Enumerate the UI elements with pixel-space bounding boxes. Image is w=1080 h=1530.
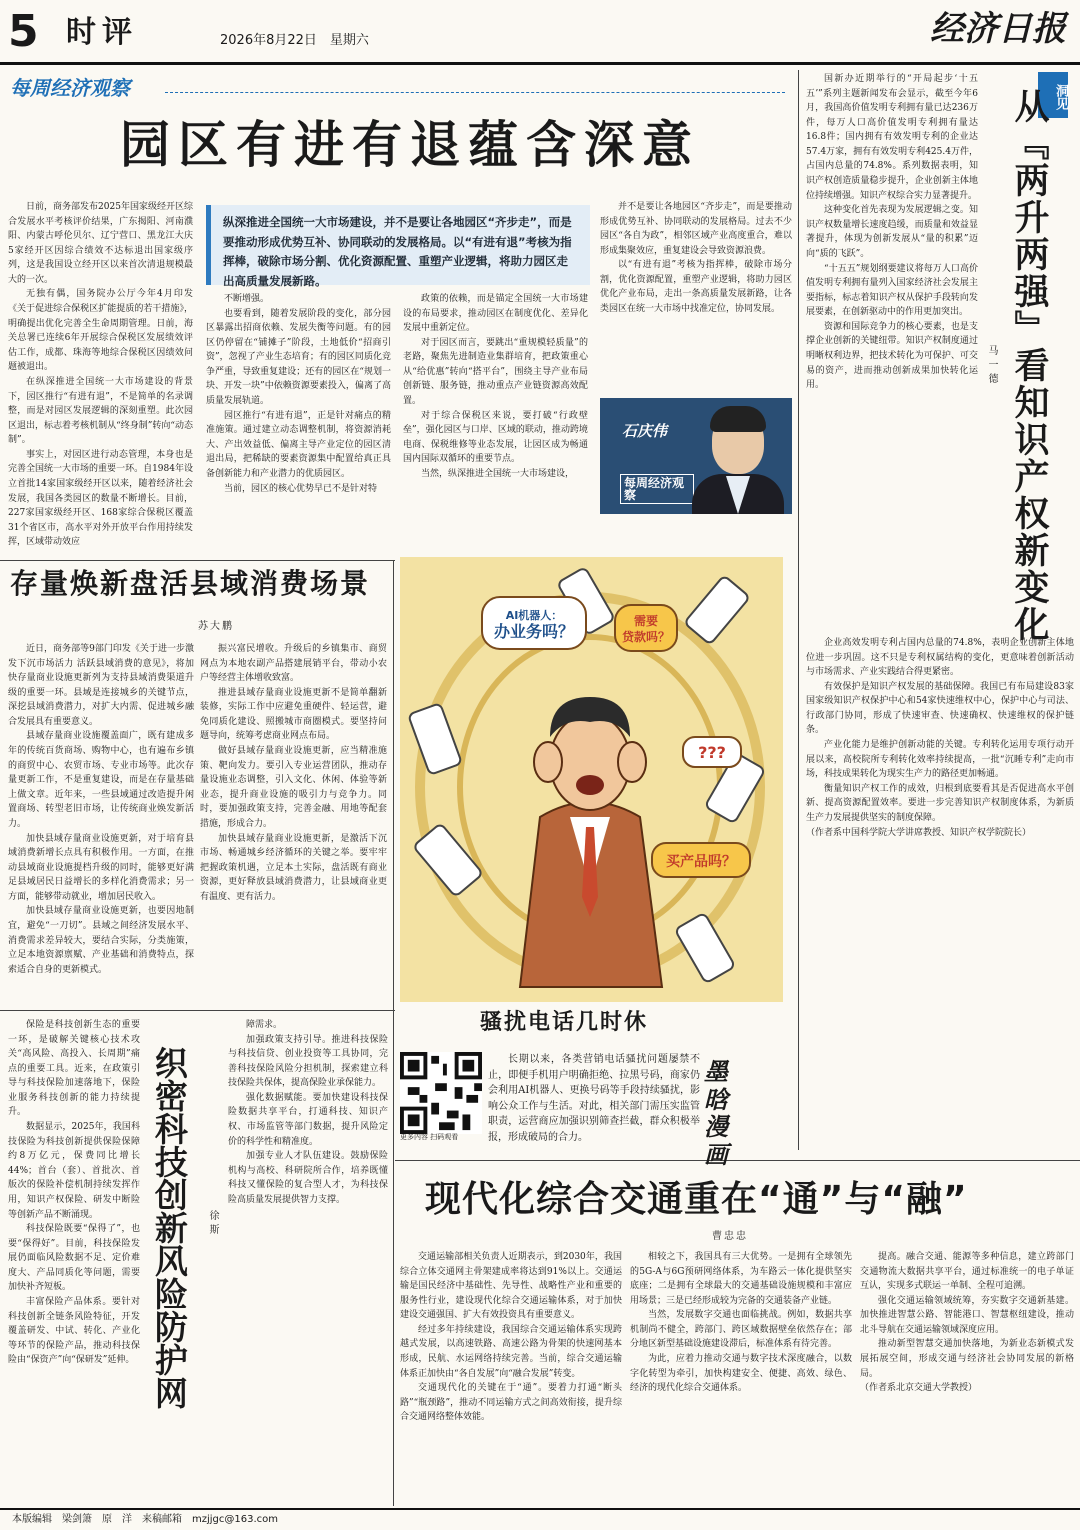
columnist-photo [600,398,792,514]
photo-caption: 每周经济观察 [620,474,694,504]
paragraph: 做好县域存量商业设施更新，应当精准施策、靶向发力。要引入专业运营团队，推动存量设施业态调整，引入文化、休闲、体验等新业态，提升商业设施的吸引力与竞争力。同时，要加强政策支持，完善金融、用地等配套措施，形成合力。 [200,746,387,829]
portrait-hair [710,406,766,432]
risk-author: 徐斯 [207,1210,218,1238]
consume-article-col1 [8,642,194,1002]
man-hand [534,742,562,782]
paragraph: 有效保护是知识产权发展的基础保障。我国已有布局建设83家国家级知识产权保护中心和54家快速维权中心，保护中心与司法、行政部门协同，形成了快速审查、快速确权、快速维权的保护链条。 [806,681,1074,736]
ipr-author: 马一德 [986,345,997,387]
paragraph: 事实上，对园区进行动态管理，本身也是完善全国统一大市场的重要一环。自1984年设立首批14家国家级经开区以来，随着经济社会发展，我国各类园区的数量不断增长。目前，227家国家级经开区、168家综合保税区覆盖31个省区市，高水平对外开放平台作用持续发挥，区域带动效应 [8,449,193,548]
paragraph: 加强政策支持引导。推进科技保险与科技信贷、创业投资等工具协同，完善科技保险风险分担机制，探索建立科技保险共保体，提高保险业承保能力。 [228,1034,388,1089]
paragraph: 不断增强。 [224,294,270,304]
author-note: （作者系中国科学院大学讲席教授、知识产权学院院长） [806,827,1032,838]
bubble-text-ai: AI机器人：办业务吗？ [493,609,575,641]
traffic-article-col3 [860,1250,1074,1504]
paragraph: 数据显示，2025年，我国科技保险为科技创新提供保险保障约8万亿元，保费同比增长44%；首台（套）、首批次、首版次的保险补偿机制持续发挥作用，知识产权保险、研发中断险等创新产品不断涌现。 [8,1122,140,1220]
main-article-col4 [600,200,792,392]
paragraph: 当然，纵深推进全国统一大市场建设， [421,468,575,479]
paragraph: 振兴富民增收。升级后的乡镇集市、商贸网点为本地农副产品搭建展销平台，带动小农户等经营主体增收致富。 [200,644,387,684]
page-number: 5 [8,6,39,57]
ipr-article-col-upper [806,72,978,632]
paragraph: 衡量知识产权工作的成效，归根到底要看其是否促进高水平创新、提高资源配置效率。要进一步完善知识产权制度体系，为新质生产力发展提供坚实的制度保障。 [806,783,1074,823]
paragraph: 相较之下，我国具有三大优势。一是拥有全球领先的5G-A与6G预研网络体系，为车路云一体化提供坚实底座；二是拥有全球最大的交通基础设施规模和丰富应用场景；三是已经形成较为完备的交通装备产业链。 [630,1252,852,1306]
paragraph: 资源和国际竞争力的核心要素，也是支撑企业创新的关键纽带。知识产权制度通过明晰权利边界，把技术转化为可保护、可交易的资产，进而推动创新成果加快转化运用。 [806,321,978,391]
cartoon-title: 骚扰电话几时休 [480,1010,649,1035]
cartoonist-signature [704,1058,784,1168]
speech-bubble [615,605,677,651]
consume-headline: 存量焕新盘活县域消费场景 [10,567,371,600]
paragraph: 推进县域存量商业设施更新不是简单翻新装修，实际工作中应避免重硬件、轻运营，避免同质化建设、照搬城市商圈模式。要坚持问题导向，统筹考虑商业网点布局。 [200,687,387,742]
paragraph: 推动新型智慧交通加快落地，为新业态新模式发展拓展空间，形成交通与经济社会协同发展的新格局。 [860,1339,1074,1379]
consume-article-col2 [200,642,387,1002]
bubble-text-loan: 需要贷款吗？ [621,614,671,644]
cartoon-svg [400,557,783,1002]
paragraph: 政策的依赖，而是锚定全国统一大市场建设的布局要求，推动园区在制度优化、差异化发展中重新定位。 [403,294,588,334]
signature-char: 晗 [704,1084,728,1114]
man-hand [618,742,646,782]
signature-char: 墨 [704,1057,728,1086]
paragraph: 强化数据赋能。要加快建设科技保险数据共享平台，打通科技、知识产权、市场监管等部门数据，提升风险定价的科学性和精准度。 [228,1092,388,1147]
page-footer: 本版编辑 梁剑箫 原 洋 来稿邮箱 mzjjgc@163.com [0,1508,1080,1530]
traffic-article-col2 [630,1250,852,1504]
column-divider [798,70,799,1150]
paragraph: 无独有偶，国务院办公厅今年4月印发《关于促进综合保税区扩能提质的若干措施》，明确提出优化完善全生命周期管理。日前，海关总署已连续6年开展综合保税区发展绩效评估工作，成都、珠海等地综合保税区因绩效问题被退出。 [8,289,193,373]
paragraph: 这种变化首先表现为发展逻辑之变。知识产权数量增长速度趋缓，而质量和效益显著提升，体现为创新发展从“量的积累”迈向“质的飞跃”。 [806,205,978,259]
ipr-headline: 从『两升两强』看知识产权新变化 [1009,88,1049,643]
newspaper-logo: 经济日报 [930,9,1066,49]
paragraph: 为此，应着力推动交通与数字技术深度融合，以数字化转型为牵引，加快构建安全、便捷、高效、绿色、经济的现代化综合交通体系。 [630,1354,852,1394]
main-article-col3 [403,292,588,555]
risk-article-col2 [228,1018,388,1500]
paragraph: 以“有进有退”考核为指挥棒，破除市场分割，优化资源配置，重塑产业逻辑，将助力园区优化产业布局，走出一条高质量发展新路，让各类园区在统一大市场中找准定位，协同发展。 [600,260,792,315]
photo-signature: 石庆伟 [622,422,668,440]
paragraph: 产业化能力是维护创新动能的关键。专利转化运用专项行动开展以来，高校院所专利转化效率持续提高，一批“沉睡专利”走向市场，科技成果转化为现实生产力的路径更加畅通。 [806,740,1074,780]
paragraph: 近日，商务部等9部门印发《关于进一步激发下沉市场活力 活跃县域消费的意见》，将加快存量商业设施更新列为支持县域消费渠道升级的重要一环。县域是连接城乡的关键节点，深挖县域消费潜力，对扩大内需、促进城乡融合发展具有重要意义。 [8,644,194,727]
cartoon-illustration [400,557,783,1002]
main-article-col1 [8,200,193,555]
traffic-author: 曹忠忠 [712,1231,748,1242]
paragraph: 丰富保险产品体系。要针对科技创新全链条风险特征，开发覆盖研发、中试、转化、产业化等环节的保险产品，推动科技保险由“保资产”向“保研发”延伸。 [8,1296,140,1366]
paragraph: 当然，发展数字交通也面临挑战。例如，数据共享机制尚不健全，跨部门、跨区域数据壁垒依然存在；部分地区新型基础设施建设滞后，标准体系有待完善。 [630,1310,852,1350]
paragraph: 科技保险既要“保得了”，也要“保得好”。目前，科技保险发展仍面临风险数据不足、定价难度大、产品同质化等问题，需要加快补齐短板。 [8,1224,140,1293]
main-headline: 园区有进有退蕴含深意 [120,116,700,174]
masthead-rule [0,62,1080,65]
paragraph: 并不是要让各地园区“齐步走”，而是要推动形成优势互补、协同联动的发展格局。过去不少园区“各自为政”，相邻区域产业高度重合，难以形成集聚效应，重复建设会导致资源浪费。 [600,202,792,256]
insight-tag: 洞见 [1038,72,1068,118]
column-divider [393,560,394,1010]
paragraph: 经过多年持续建设，我国综合交通运输体系实现跨越式发展，以高速铁路、高速公路为骨架的快速网基本形成，民航、水运网络持续完善。当前，综合交通运输体系正加快由“各自发展”向“融合发展”转变。 [400,1324,622,1379]
paragraph: 交通现代化的关键在于“通”。要着力打通“断头路”“瓶颈路”，推动不同运输方式之间高效衔接，提升综合交通网络整体效能。 [400,1383,622,1423]
paragraph: 加快县域存量商业设施更新，也要因地制宜，避免“一刀切”。县域之间经济发展水平、消费需求差异较大，要结合实际，分类施策，立足本地资源禀赋、产业基础和消费特点，探索适合自身的更新模式。 [8,906,194,975]
paragraph: 对于综合保税区来说，要打破“行政壁垒”，强化园区与口岸、区域的联动，推动跨境电商、保税维修等业态发展，让园区成为畅通国内国际双循环的重要节点。 [403,410,588,465]
consume-author: 苏大鹏 [198,621,234,632]
bubble-text-question: ??? [698,743,726,762]
pull-quote: 纵深推进全国统一大市场建设，并不是要让各地园区“齐步走”，而是要推动形成优势互补、协同联动的发展格局。以“有进有退”考核为指挥棒，破除市场分割、优化资源配置、重塑产业逻辑，将助力园区走出高质量发展新路。 [206,205,590,285]
paragraph: 县域存量商业设施覆盖面广，既有建成多年的传统百货商场、购物中心，也有遍布乡镇的商贸中心、农贸市场、专业市场等。此次存量更新工作，不是重复建设，而是在存量基础上做文章。近年来，一些县域通过改造提升闲置商场、转型老旧市场，让传统商业焕发新活力。 [8,731,194,829]
paragraph: 交通运输部相关负责人近期表示，到2030年，我国综合立体交通网主骨架建成率将达到91%以上。交通运输是国民经济中基础性、先导性、战略性产业和重要的服务性行业，建设现代化综合交通运输体系，对于加快建设交通强国、扩大有效投资具有重要意义。 [400,1252,622,1321]
section-divider [0,1010,395,1011]
qr-caption: 更多内容 扫码观看 [400,1133,459,1141]
paragraph: 也要看到，随着发展阶段的变化，部分园区暴露出招商依赖、发展失衡等问题。有的园区仍停留在“铺摊子”阶段，土地低价“招商引资”，忽视了产业生态培育；有的园区同质化竞争严重，导致重复建设；还有的园区在“规划一块、开发一块”中依赖资源要素投入，偏离了高质量发展轨道。 [206,308,391,407]
paragraph: 障需求。 [246,1020,283,1030]
paragraph: 加快县域存量商业设施更新，对于培育县域消费新增长点具有积极作用。一方面，在推动县域商业设施提档升级的同时，能够更好满足县域居民日益增长的多样化消费需求；另一方面，能够带动就业，增加居民收入。 [8,833,194,902]
traffic-article-col1 [400,1250,622,1504]
risk-headline: 织密科技创新风险防护网 [149,1046,189,1409]
paragraph: 加强专业人才队伍建设。鼓励保险机构与高校、科研院所合作，培养既懂科技又懂保险的复合型人才，为科技保险高质量发展提供智力支撑。 [228,1151,388,1205]
issue-date: 2026年8月22日 星期六 [220,33,369,48]
author-note: （作者系北京交通大学教授） [860,1383,978,1394]
column-eyebrow: 每周经济观察 [10,76,130,100]
photo-banner [608,406,694,506]
signature-char: 画 [704,1139,728,1169]
paragraph: 企业高效发明专利占国内总量的74.8%，表明企业创新主体地位进一步巩固。这不只是专利权属结构的变化，更意味着创新活动与市场需求、产业实践结合得更紧密。 [806,638,1074,678]
paragraph: 对于园区而言，要跳出“重规模轻质量”的老路，聚焦先进制造业集群培育，把政策重心从“给优惠”转向“搭平台”，围绕主导产业布局创新链、服务链，推动重点产业链资源高效配置。 [403,337,588,407]
phone-icon [408,703,462,775]
section-name: 时评 [66,15,138,50]
paragraph: 提高。融合交通、能源等多种信息，建立跨部门交通物流大数据共享平台，通过标准统一的电子单证互认，实现多式联运一单制、全程可追溯。 [860,1252,1074,1292]
risk-article-col1 [8,1018,140,1500]
cartoon-caption-block [488,1052,700,1152]
paragraph: 当前，园区的核心优势早已不是针对特 [224,483,378,494]
paragraph: 在纵深推进全国统一大市场建设的背景下，园区推行“有进有退”，不是简单的名录调整，而是对园区发展逻辑的深刻重塑。此次园区退出，标志着考核机制从“终身制”转向“动态制”。 [8,376,193,446]
traffic-headline: 现代化综合交通重在“通”与“融” [425,1179,968,1220]
section-divider [0,560,395,561]
column-divider [393,1010,394,1506]
paragraph: 国新办近期举行的“开局起步‘十五五’”系列主题新闻发布会显示，截至今年6月，我国高价值发明专利拥有量已达236万件，每万人口高价值发明专利拥有量达16.8件；国内拥有有效发明专利的企业达57.4万家，拥有有效发明专利425.4万件，占国内总量的74.8%。系列数据表明，知识产权创造质量稳步提升，企业创新主体地位持续增强。知识产权综合实力显著提升。 [806,74,978,201]
masthead [0,0,1080,62]
paragraph: 园区推行“有进有退”，正是针对痛点的精准施策。通过建立动态调整机制，将资源消耗大、产出效益低、偏离主导产业定位的园区清退出局，把稀缺的要素资源集中配置给真正具备创新能力和产业潜力的优质园区。 [206,410,391,479]
eyebrow-divider [165,92,785,93]
qr-code-icon[interactable] [400,1052,482,1134]
paragraph: 加快县域存量商业设施更新，是激活下沉市场、畅通城乡经济循环的关键之举。要牢牢把握政策机遇，立足本土实际，盘活既有商业资源，更好释放县域消费潜力，让县域商业更有温度、更有活力。 [200,833,387,902]
paragraph: 日前，商务部发布2025年国家级经开区综合发展水平考核评价结果，广东揭阳、河南濮阳、内蒙古呼伦贝尔、辽宁营口、黑龙江大庆5家经开区因综合绩效不达标退出国家级序列，这是我国设立经开区以来首次清退规模最大的一次。 [8,202,193,285]
paragraph: 强化交通运输领域统筹，夯实数字交通新基建。加快推进智慧公路、智能港口、智慧枢纽建设，推动北斗导航在交通运输领域深度应用。 [860,1295,1074,1335]
man-mouth [576,775,604,795]
signature-char: 漫 [704,1112,728,1142]
paragraph: “十五五”规划纲要建议将每万人口高价值发明专利拥有量列入国家经济社会发展主要指标，标志着知识产权从保护手段转向发展要素，在创新驱动中的作用更加突出。 [806,263,978,318]
cartoon-caption: 长期以来，各类营销电话骚扰问题屡禁不止，即便手机用户明确拒绝、拉黑号码，商家仍会利用AI机器人、更换号码等手段持续骚扰，影响公众工作与生活。对此，相关部门需压实监管职责，运营商应加强识别筛查拦截，群众积极举报，形成破局的合力。 [488,1054,700,1143]
paragraph: 保险是科技创新生态的重要一环，是破解关键核心技术攻关“高风险、高投入、长周期”痛点的重要工具。近来，在政策引导与科技保险加速落地下，保险业服务科技创新的能力持续提升。 [8,1020,140,1118]
ipr-article-col-lower [806,636,1074,1144]
bubble-text-product: 买产品吗？ [666,854,736,870]
main-article-col2 [206,292,391,555]
